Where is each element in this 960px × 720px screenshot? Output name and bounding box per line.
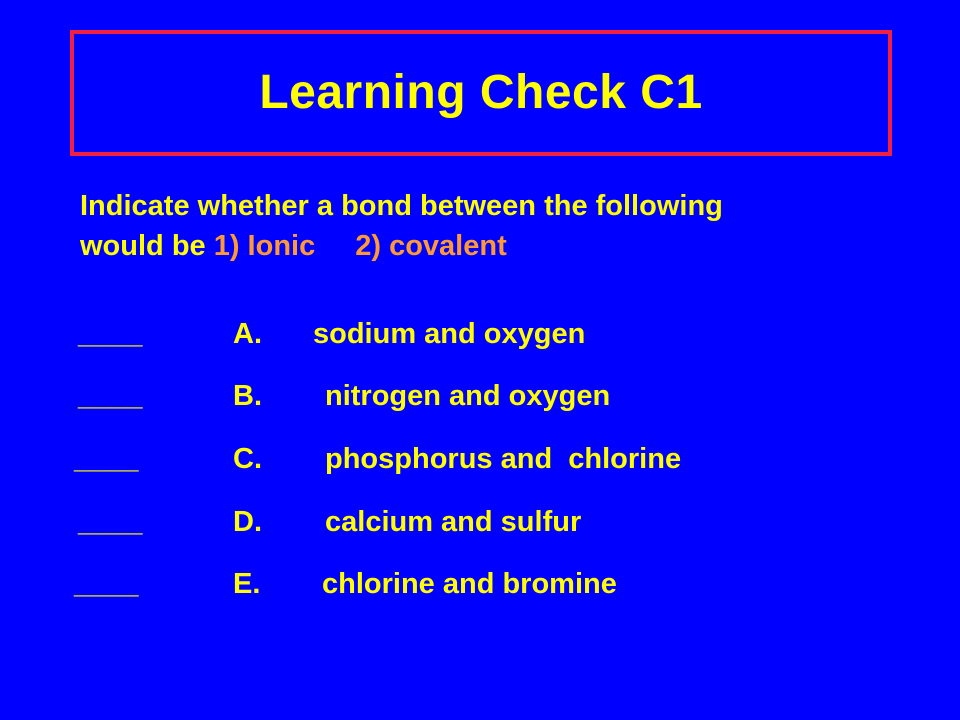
item-text: chlorine and bromine <box>322 568 617 600</box>
instructions-line-2 <box>80 226 940 266</box>
instructions-prefix: would be <box>80 230 214 262</box>
question-item-a <box>0 314 960 354</box>
title-box <box>70 30 892 156</box>
slide-title: Learning Check C1 <box>259 66 703 119</box>
item-text: calcium and sulfur <box>325 506 582 538</box>
question-item-b <box>0 376 960 416</box>
item-text: phosphorus and chlorine <box>325 443 682 475</box>
question-item-e <box>0 564 960 604</box>
answer-blank: ____ <box>74 568 139 600</box>
question-item-c <box>0 439 960 479</box>
answer-blank: ____ <box>78 380 143 412</box>
option-covalent: 2) covalent <box>355 230 507 262</box>
item-letter: B. <box>233 380 262 412</box>
item-text: sodium and oxygen <box>313 318 586 350</box>
answer-blank: ____ <box>78 506 143 538</box>
instructions <box>80 186 940 266</box>
item-text: nitrogen and oxygen <box>325 380 611 412</box>
item-letter: E. <box>233 568 261 600</box>
item-letter: A. <box>233 318 262 350</box>
item-letter: D. <box>233 506 262 538</box>
item-letter: C. <box>233 443 262 475</box>
question-item-d <box>0 502 960 542</box>
answer-blank: ____ <box>74 443 139 475</box>
answer-blank: ____ <box>78 318 143 350</box>
instructions-line-1: Indicate whether a bond between the following <box>80 190 723 222</box>
option-ionic: 1) Ionic <box>213 230 316 262</box>
